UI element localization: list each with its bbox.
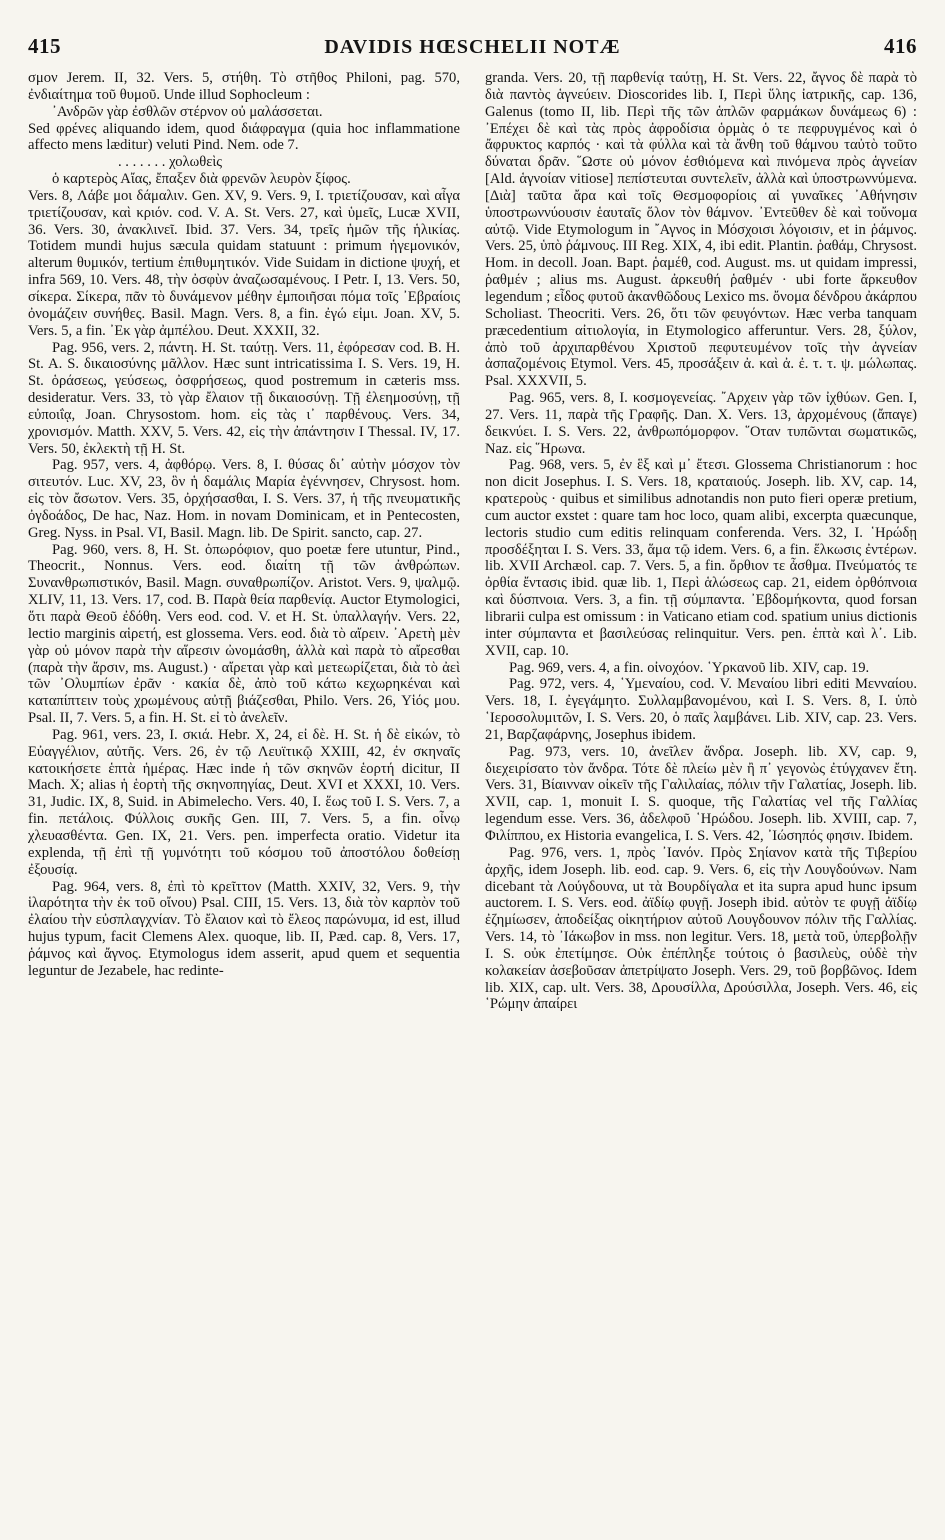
note-paragraph: Pag. 973, vers. 10, ἀνεῖλεν ἄνδρα. Joseph. lib. XV, cap. 9, διεχειρίσατο τὸν ἄνδρα. Τότε δὲ πλείω μὲν ἢ π᾽ γεγονὼς ἐτύγχανεν ἔτη. Vers. 31, Βίαινναν οἰκεῖν τῆς Γαλιλαίας, πόλιν τῆν Γαλατίας, Joseph. lib. XVII, cap. 1, monuit I. S. quoque, τῆς Γαλατίας vel τῆς Γαλλίας legendum esse. Vers. 36, ἀδελφοῦ ῾Ηρώδου. Joseph. lib. XVIII, cap. 7, Φιλίππου, ex Historia evangelica, I. S. Vers. 42, ᾽Ιώσηπός φησιν. Ibidem.: [485, 743, 917, 844]
text-columns: [28, 70, 917, 1013]
running-title: DAVIDIS HŒSCHELII NOTÆ: [324, 36, 621, 58]
note-paragraph: Pag. 957, vers. 4, ἀφθόρῳ. Vers. 8, I. θύσας δι᾽ αὐτὴν μόσχον τὸν σιτευτόν. Luc. XV, 23, ὃν ἡ δαμάλις Μαρία ἐγέννησεν, Chrysost. hom. εἰς τὸν ἄσωτον. Vers. 35, ὀρχήσασθαι, I. S. Vers. 37, ἡ τῆς πνευματικῆς ὀγδοάδος, De hac, Naz. Hom. in novam Dominicam, et in Pentecosten, Greg. Nyss. in Psal. VI, Basil. Magn. lib. De Spirit. sancto, cap. 27.: [28, 457, 460, 541]
note-paragraph: σμον Jerem. II, 32. Vers. 5, στήθη. Τὸ στῆθος Philoni, pag. 570, ἐνδιαίτημα τοῦ θυμοῦ. Unde illud Sophocleum :: [28, 70, 460, 103]
note-paragraph: Pag. 969, vers. 4, a fin. οἰνοχόον. ῾Υρκανοῦ lib. XIV, cap. 19.: [509, 659, 870, 676]
note-paragraph: Pag. 976, vers. 1, πρὸς ᾽Ιανόν. Πρὸς Σηίανον κατὰ τῆς Τιβερίου ἀρχῆς, idem Joseph. lib. eod. cap. 9. Vers. 6, εἰς τὴν Λουγδούνων. Nam dicebant τὰ Λούγδουνα, ut τὰ Βουρδίγαλα et ita supra apud hunc ipsum auctorem. I. S. Vers. eod. ἀϊδίῳ φυγῇ. Joseph ibid. αὐτὸν τε φυγῇ ἀϊδίῳ ἐζημίωσεν, ἀποδείξας οἰκητήριον αὐτοῦ Λουγδουνον πόλιν τῆς Γαλλίας. Vers. 14, τὸ ᾽Ιάκωβον in mss. non legitur. Vers. 18, μετὰ τοῦ, ὑπερβολῇν I. S. οὐκ ἐπετίμησε. Οὐκ ἐπέπληξε τούτοις ὁ βασιλεὺς, οὐδὲ τὴν κολακείαν ἀσεβοῦσαν ἀπετρίψατο Joseph. Vers. 29, τοῦ βορβῶνος. Idem lib. XIX, cap. ult. Vers. 38, Δρουσίλλα, Δρούσιλλα, Joseph. Vers. 46, εἰς ῾Ρώμην ἀπαίρει: [485, 844, 917, 1013]
verse-quotation: ὁ καρτερὸς Αἴας, ἔπαξεν διὰ φρενῶν λευρὸν ξίφος.: [52, 171, 351, 188]
note-paragraph: Pag. 960, vers. 8, H. St. ὀπωρόφιον, quo poetæ fere utuntur, Pind., Theocrit., Nonnus. Vers. eod. διαίτη τῇ τῶν ἀνθρώπων. Συνανθρωπιστικόν, Basil. Magn. συναθρωπίζον. Aristot. Vers. 9, ψαλμῷ. XLIV, 11, 13. Vers. 17, cod. B. Παρὰ θεία παρθενίᾳ. Auctor Etymologici, ὅτι παρὰ Θεοῦ ἐδόθη. Vers eod. cod. V. et H. St. ὑπαλλαγήν. Vers. 22, lectio marginis αἱρετή, est glossema. Vers. eod. διὰ τὸ αἴρειν. ᾽Αρετὴ μὲν γὰρ οὐ μόνον παρὰ τὴν αἵρεσιν ὠνομάσθη, ἀλλὰ καὶ παρὰ τὸ αἴρεσθαι (παρὰ τὴν ἄρσιν, ms. August.) · αἴρεται γὰρ καὶ μετεωρίζεται, διὰ τὸ ἀεὶ τῶν ᾽Ολυμπίων ἐρᾶν · κακία δὲ, ἀπὸ τοῦ κάτω κεχωρηκέναι καὶ καταπίπτειν τοὺς χρωμένους αὐτῇ βιάζεσθαι, Philo. Vers. 26, Υἱός μου. Psal. II, 7. Vers. 5, a fin. H. St. εἰ τὸ ἀνελεῖν.: [28, 541, 460, 727]
verse-quotation: . . . . . . . χολωθεὶς: [118, 154, 223, 171]
note-paragraph: Pag. 965, vers. 8, I. κοσμογενείας. ῎Αρχειν γὰρ τῶν ἰχθύων. Gen. I, 27. Vers. 11, παρὰ τῆς Γραφῆς. Dan. X. Vers. 13, ἀρχομένους (ἄπαγε) δεικνύει. I. S. Vers. 22, ἀνθρωπόμορφον. ῞Οταν τυπῶνται σωματικῶς, Naz. εἰς ῞Ηρωνα.: [485, 390, 917, 457]
right-column: [485, 70, 917, 1013]
note-paragraph: Sed φρένες aliquando idem, quod διάφραγμα (quia hoc inflammatione affecto mens læditur) veluti Pind. Nem. ode 7.: [28, 120, 460, 154]
note-paragraph: Vers. 8, Λάβε μοι δάμαλιν. Gen. XV, 9. Vers. 9, I. τριετίζουσαν, καὶ αἶγα τριετίζουσαν, καὶ κριόν. cod. V. A. St. Vers. 27, καὶ ὑμεῖς, Lucæ XVII, 36. Vers. 30, ἀνακλινεῖ. Ibid. 37. Vers. 34, τρεῖς ἡμῶν τῆς ἡλικίας. Totidem mundi hujus sæcula quidam statuunt : primum ἡγεμονικόν, alterum θυμικόν, tertium ἐπιθυμητικόν. Vide Suidam in dictione ψυχή, et infra 569, 10. Vers. 48, τὴν ὀσφὺν ἀναζωσαμένους. I Petr. I, 13. Vers. 50, σίκερα. Σίκερα, πᾶν τὸ δυνάμενον μέθην ἐμποιῆσαι πόμα τοῖς ᾽Εβραίοις ὀνομάζειν συνήθες. Basil. Magn. Vers. 8, a fin. ἐγώ εἰμι. Joan. XV, 5. Vers. 5, a fin. ᾽Εκ γὰρ ἀμπέλου. Deut. XXXII, 32.: [28, 187, 460, 339]
note-paragraph: Pag. 972, vers. 4, ῾Υμεναίου, cod. V. Μεναίου libri editi Μενναίου. Vers. 18, I. ἐγεγάμητο. Συλλαμβανομένου, καὶ I. S. Vers. 8, I. ὑπὸ ῾Ιεροσολυμιτῶν, I. S. Vers. 20, ὁ παῖς λαμβάνει. Lib. XIV, cap. 23. Vers. 21, Βαρζαφάρνης, Josephus ibidem.: [485, 676, 917, 743]
verse-quotation: ᾽Ανδρῶν γὰρ ἐσθλῶν στέρνον οὐ μαλάσσεται.: [52, 103, 323, 120]
note-paragraph: Pag. 964, vers. 8, ἐπὶ τὸ κρεῖττον (Matth. XXIV, 32, Vers. 9, τὴν ἱλαρότητα τὴν ἐκ τοῦ οἴνου) Psal. CIII, 15. Vers. 13, διὰ τὸν καρπὸν τοῦ ἐλαίου τὴν εὐσπλαγχνίαν. Τὸ ἔλαιον καὶ τὸ ἔλεος παρώνυμα, id est, illud hujus typum, facit Clemens Alex. quoque, lib. II, Pæd. cap. 8, Vers. 17, ῥάμνος καὶ ἄγνος. Etymologus idem asserit, apud quem et sequentia leguntur de Jezabele, hac redinte-: [28, 878, 460, 979]
note-paragraph: granda. Vers. 20, τῇ παρθενίᾳ ταύτῃ, H. St. Vers. 22, ἄγνος δὲ παρὰ τὸ διὰ παντὸς ἁγνεύειν. Dioscorides lib. I, Περὶ ὕλης ἰατρικῆς, cap. 136, Galenus (tomo II, lib. Περὶ τῆς τῶν ἁπλῶν φαρμάκων δυνάμεως 6) : ᾽Επέχει δὲ καὶ τὰς πρὸς ἀφροδίσια ὁρμὰς ὁ τε πεφρυγμένος καὶ ὁ ἄφρυκτος καρπός · καὶ τὰ φύλλα καὶ τὰ ἄνθη τοῦ θάμνου ταὐτὸ τοῦτο δύναται δρᾶν. ῞Ωστε οὐ μόνον ἐσθιόμενα καὶ πινόμενα πρὸς ἁγνείαν [Ald. ἁγνοίαν vitiose] πεπίστευται συντελεῖν, ἀλλὰ καὶ ὑποστρωννύμενα. [Διὰ] ταῦτα ἄρα καὶ τοῖς Θεσμοφορίοις αἱ γυναῖκες ᾽Αθήνησιν ὑποστρωννύουσιν ἑαυταῖς ὅλον τὸν θάμνον. ᾽Εντεῦθεν δὲ καὶ τοὔνομα αὐτῷ. Vide Etymologum in ῎Αγνος in Μόσχοισι λόγοισιν, et in ῥάμνος. Vers. 25, ὑπὸ ῥάμνους. III Reg. XIX, 4, ibi edit. Plantin. ῥαθάμ, Chrysost. Hom. in decoll. Joan. Bapt. ῥαμέθ, cod. August. ms. ut quidam impressi, ῥαθμέν ; alius ms. August. ἀρκευθή ῥαθμέν · ubi forte ἄρκευθον legendum ; εἶδος φυτοῦ ἀκανθῶδους Lexico ms. ὄνομα δένδρου ἀκάρπου Scholiast. Theocriti. Vers. 26, ὅτι τῶν φευγόντων. Hæc verba tanquam præcedentium αἰτιολογία, in Etymologico afferuntur. Vers. 28, ξύλον, ἀπὸ τοῦ ἀρχιπαρθένου Χριστοῦ πεφυτευμένον τοῖς τὴν ἁγνείαν ἀσπαζομένοις Etymol. Vers. 45, προσάξειν ἀ. καὶ ἀ. ἐ. τ. τ. ψ. μώλωπας. Psal. XXXVII, 5.: [485, 70, 917, 390]
page-number-left: 415: [28, 34, 61, 58]
left-column: [28, 70, 460, 1013]
running-header: [28, 34, 917, 64]
note-paragraph: Pag. 961, vers. 23, I. σκιά. Hebr. X, 24, εἰ δὲ. H. St. ἡ δὲ εἰκών, τὸ Εὐαγγέλιον, αὐτῆς. Vers. 26, ἐν τῷ Λευϊτικῷ XXIII, 42, ἐν σκηναῖς κατοικήσετε ἑπτὰ ἡμέρας. Hæc inde ἡ τῶν σκηνῶν ἑορτή dicitur, II Mach. X; alias ἡ ἑορτὴ τῆς σκηνοπηγίας, Deut. XVI et XXXI, 10. Vers. 31, Judic. IX, 8, Suid. in Abimelecho. Vers. 40, I. ἕως τοῦ I. S. Vers. 7, a fin. πετάλοις. Φύλλοις συκῆς Gen. III, 7. Vers. 5, a fin. οἶνῳ χλευασθέντα. Gen. IX, 21. Vers. pen. imperfecta oratio. Videtur ita explenda, τῇ ἐπὶ τῇ γυμνότητι τοῦ κόσμου τοῦ ἀποστόλου δοθείσῃ ἐξουσίᾳ.: [28, 726, 460, 878]
note-paragraph: Pag. 968, vers. 5, ἐν ἓξ καὶ μ᾽ ἔτεσι. Glossema Christianorum : hoc non dicit Josephus. I. S. Vers. 18, κραταιούς. Joseph. lib. XV, cap. 14, κρατεροὺς · quibus et similibus adnotandis non puto fieri operæ pretium, cum auctor exstet : quare tam hoc loco, quam alibi, excerpta quæcunque, lectoris studio cum editis relinquam conferenda. Vers. 32, I. ῾Ηρώδῃ προσδέξηται I. S. Vers. 33, ἅμα τῷ idem. Vers. 6, a fin. ἕλκωσις ἐντέρων. lib. XVII Archæol. cap. 7. Vers. 5, a fin. ὄρθιον τε ἆσθμα. Πνεύματός τε ὀρθία ἔντασις ibid. quæ lib. 1, Περὶ ἁλώσεως cap. 21, eidem ὀρθόπνοια καὶ δύσπνοια. Vers. 3, a fin. τῇ σύμπαντα. ᾽Εβδομήκοντα, quod forsan librarii culpa est omissum : in Vaticano etiam cod. spatium unius dictionis inter σύμπαντα et βασιλεύσας relinquitur. Vers. pen. ἑπτὰ καὶ λ᾽. Lib. XVII, cap. 10.: [485, 457, 917, 659]
note-paragraph: Pag. 956, vers. 2, πάντη. H. St. ταύτῃ. Vers. 11, ἐφόρεσαν cod. B. H. St. A. S. δικαιοσύνης μᾶλλον. Hæc sunt intricatissima I. S. Vers. 19, H. St. ὁράσεως, γεύσεως, ὀσφρήσεως, quod postremum in cæteris mss. desideratur. Vers. 33, τὸ γὰρ ἔλαιον τῇ δικαιοσύνῃ. Τῇ ἐλεημοσύνῃ, τῇ εὐποιΐᾳ, Joan. Chrysostom. hom. εἰς τὰς ι᾽ παρθένους. Vers. 34, χρονισμόν. Matth. XXV, 5. Vers. 42, εἰς τὴν ἀπάντησιν I Thessal. IV, 17. Vers. 50, ἐκλεκτὴ τῇ H. St.: [28, 339, 460, 457]
page-number-right: 416: [884, 34, 917, 58]
